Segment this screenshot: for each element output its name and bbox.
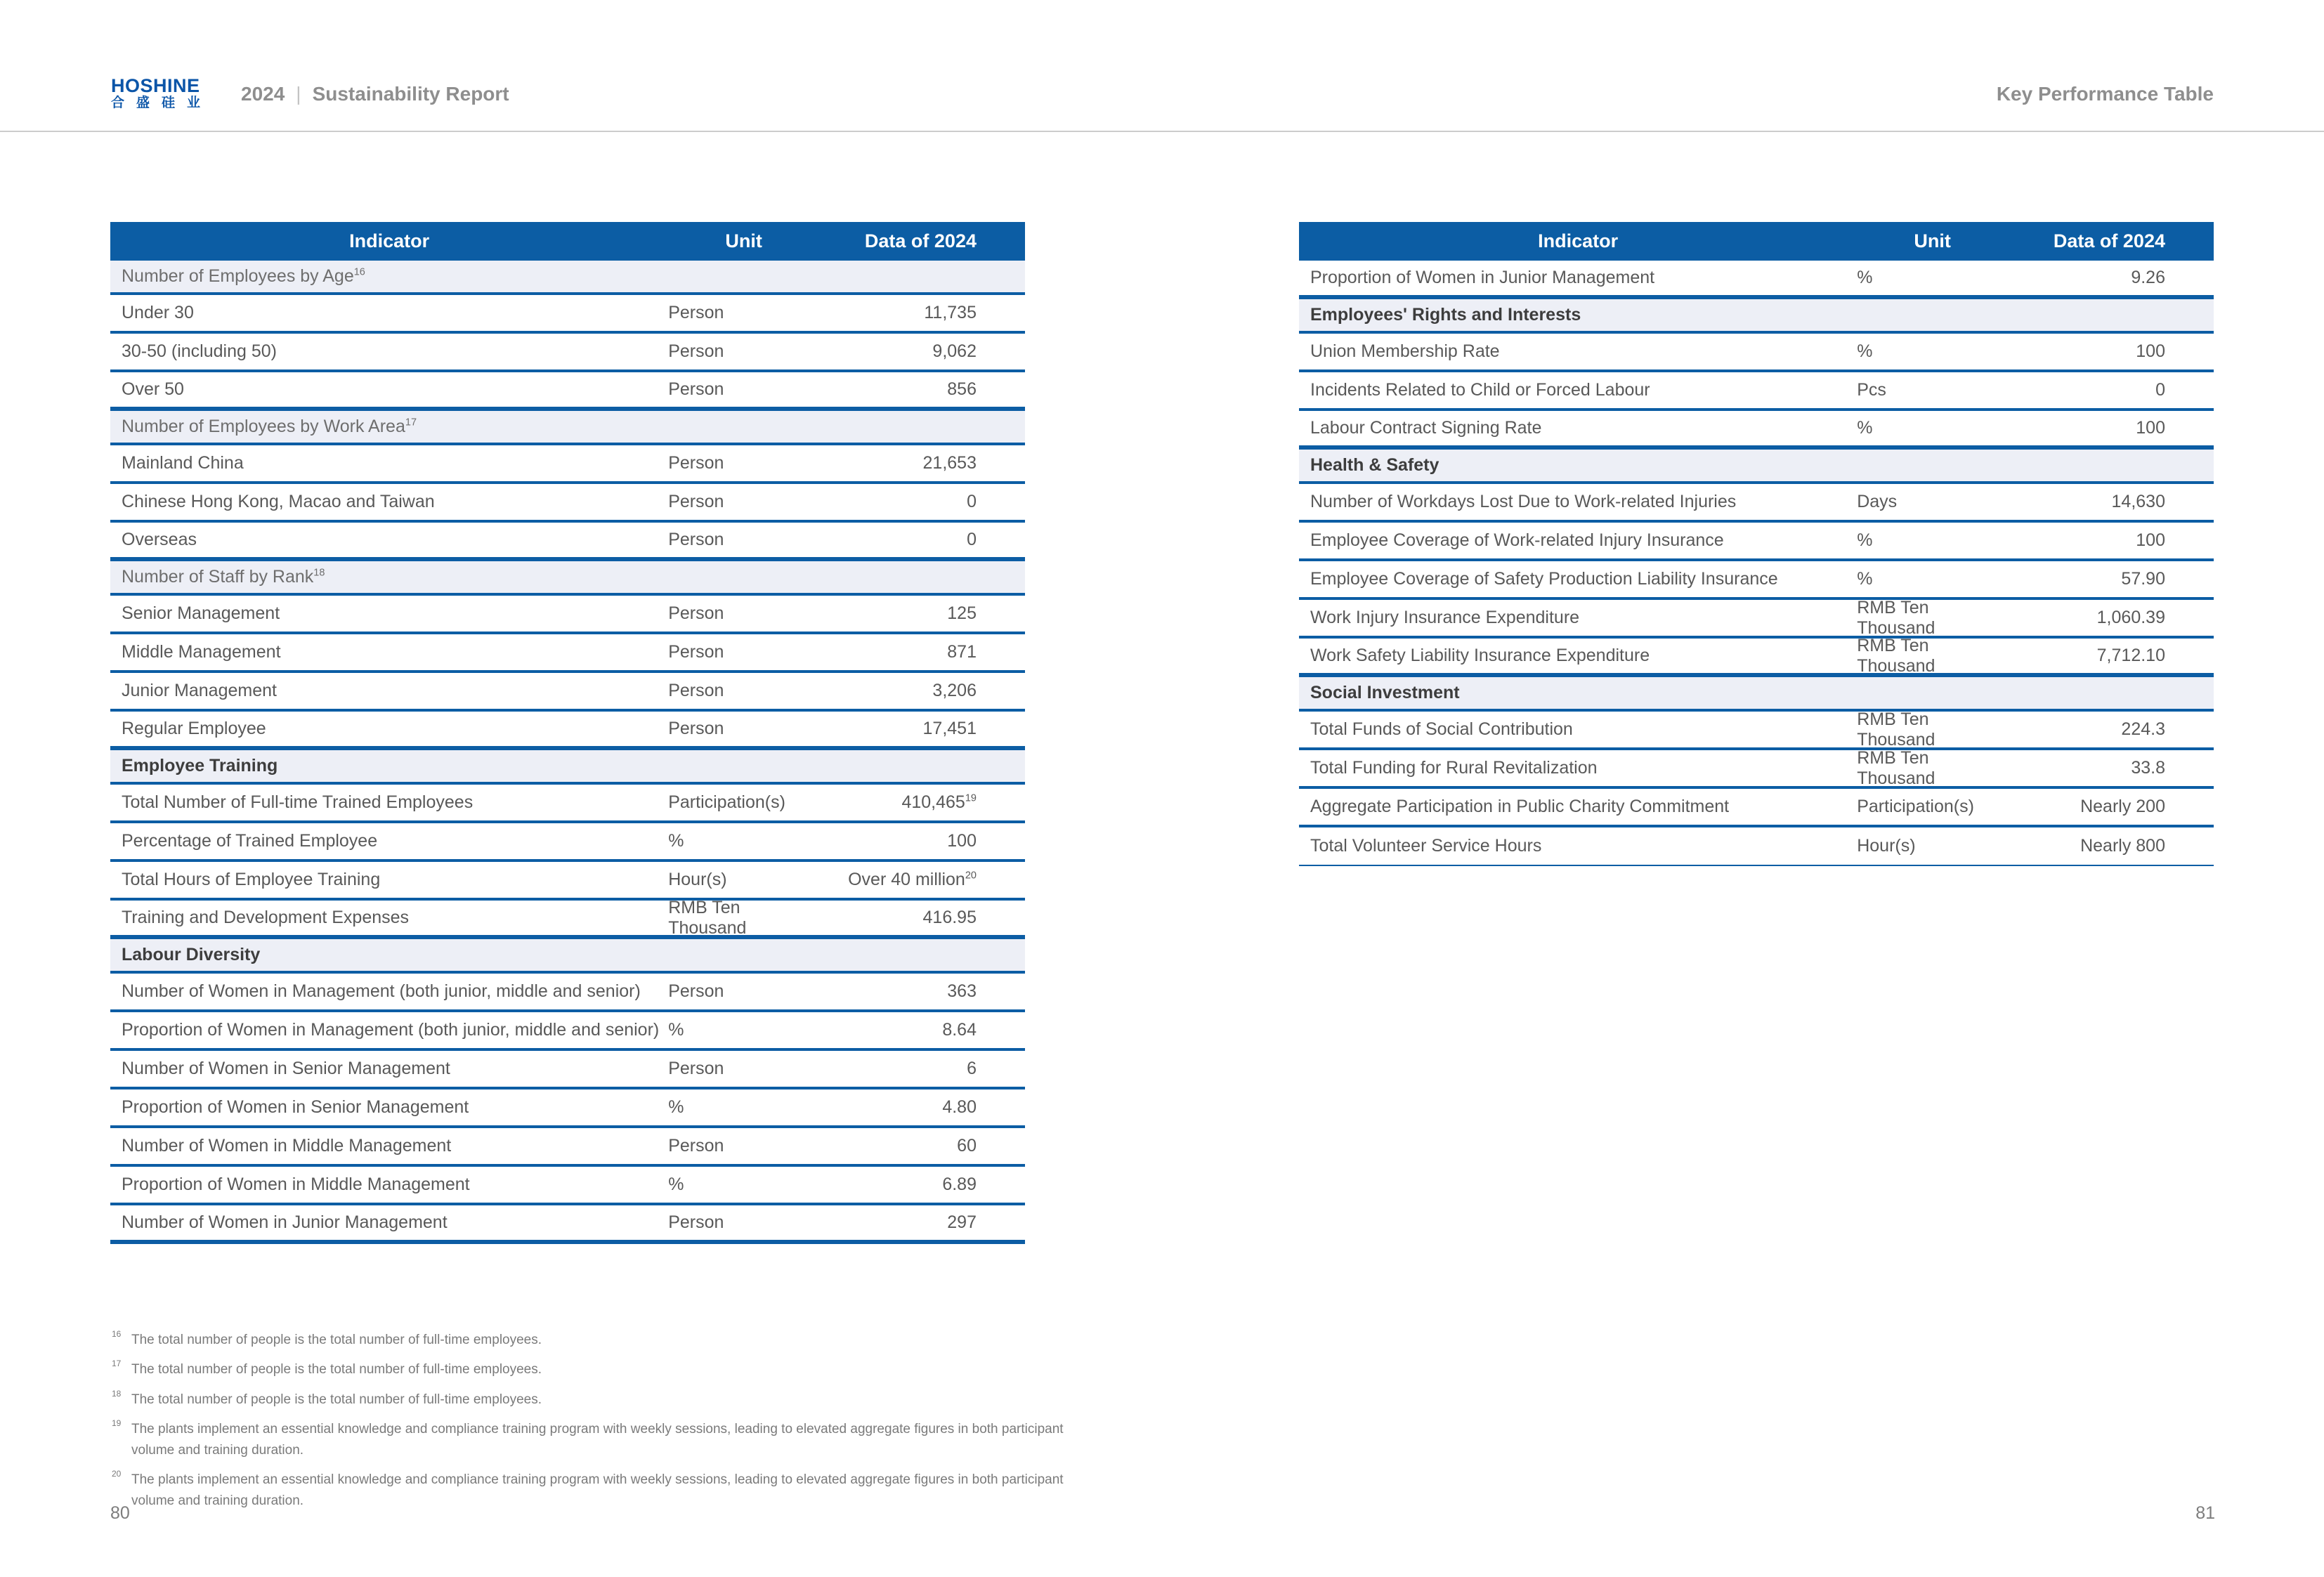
data-cell: 14,630 bbox=[2111, 492, 2165, 511]
section-row bbox=[110, 561, 1025, 596]
indicator-cell: Middle Management bbox=[122, 642, 281, 662]
column-header-indicator: Indicator bbox=[349, 230, 430, 251]
section-row bbox=[110, 750, 1025, 785]
indicator-cell: Number of Workdays Lost Due to Work-related Injuries bbox=[1310, 492, 1737, 511]
section-row bbox=[110, 411, 1025, 445]
data-cell: 416.95 bbox=[922, 908, 977, 927]
footnote-marker: 20 bbox=[112, 1469, 122, 1479]
footnotes bbox=[110, 1330, 1094, 1520]
indicator-cell: Proportion of Women in Senior Management bbox=[122, 1097, 469, 1117]
section-label: Social Investment bbox=[1310, 683, 1460, 702]
unit-cell: % bbox=[1857, 418, 1873, 438]
table-row bbox=[1299, 827, 2214, 866]
unit-cell: RMB Ten Thousand bbox=[1857, 709, 1935, 750]
section-label: Employee Training bbox=[122, 756, 278, 776]
table-row bbox=[1299, 635, 2214, 677]
data-cell: 9.26 bbox=[2131, 268, 2165, 287]
logo-wordmark: HOSHINE bbox=[111, 75, 200, 96]
data-cell: 224.3 bbox=[2121, 719, 2165, 739]
table-row bbox=[110, 712, 1025, 750]
indicator-cell: Number of Women in Junior Management bbox=[122, 1212, 448, 1232]
data-cell: 0 bbox=[2155, 380, 2165, 400]
indicator-cell: Employee Coverage of Work-related Injury Insurance bbox=[1310, 530, 1724, 550]
kpi-table-right bbox=[1299, 222, 2214, 866]
table-row bbox=[110, 634, 1025, 673]
footnote-marker: 18 bbox=[112, 1388, 122, 1399]
indicator-cell: Under 30 bbox=[122, 303, 194, 322]
data-cell: 3,206 bbox=[932, 681, 977, 700]
indicator-cell: 30-50 (including 50) bbox=[122, 341, 277, 361]
section-row bbox=[1299, 299, 2214, 334]
section-label: Health & Safety bbox=[1310, 455, 1440, 475]
unit-cell: % bbox=[668, 831, 684, 851]
unit-cell: % bbox=[1857, 268, 1873, 287]
data-cell: 100 bbox=[2136, 530, 2165, 550]
indicator-cell: Total Funding for Rural Revitalization bbox=[1310, 758, 1598, 778]
kpi-table-left bbox=[110, 222, 1025, 1244]
table-row bbox=[110, 823, 1025, 862]
section-row bbox=[110, 939, 1025, 974]
table-row bbox=[110, 1051, 1025, 1089]
unit-cell: Person bbox=[668, 719, 724, 738]
table-row bbox=[110, 523, 1025, 561]
indicator-cell: Incidents Related to Child or Forced Labour bbox=[1310, 380, 1650, 400]
table-row bbox=[110, 372, 1025, 411]
unit-cell: Hour(s) bbox=[668, 870, 727, 889]
data-cell: 871 bbox=[947, 642, 977, 662]
indicator-cell: Regular Employee bbox=[122, 719, 266, 738]
table-header-row bbox=[110, 222, 1025, 261]
data-cell: 100 bbox=[2136, 341, 2165, 361]
footnote bbox=[110, 1359, 1094, 1380]
footnote-text: The plants implement an essential knowledge and compliance training program with weekly sessions, leading to elevated aggregate figures in both participant volume and training duration. bbox=[131, 1422, 1064, 1458]
unit-cell: Person bbox=[668, 303, 724, 322]
section-label: Number of Staff by Rank$^{18}$ bbox=[122, 567, 325, 587]
indicator-cell: Senior Management bbox=[122, 603, 280, 623]
table-row bbox=[1299, 334, 2214, 372]
data-cell: Nearly 200 bbox=[2080, 797, 2165, 816]
unit-cell: % bbox=[1857, 341, 1873, 361]
page-number-right: 81 bbox=[2195, 1503, 2215, 1523]
table-row bbox=[1299, 789, 2214, 827]
unit-cell: RMB Ten Thousand bbox=[1857, 597, 1935, 638]
unit-cell: Person bbox=[668, 603, 724, 623]
unit-cell: % bbox=[668, 1020, 684, 1040]
section-label: Number of Employees by Age$^{16}$ bbox=[122, 266, 365, 286]
indicator-cell: Union Membership Rate bbox=[1310, 341, 1500, 361]
unit-cell: Participation(s) bbox=[668, 792, 785, 812]
table-row bbox=[1299, 597, 2214, 639]
unit-cell: RMB Ten Thousand bbox=[1857, 747, 1935, 788]
section-row bbox=[1299, 450, 2214, 484]
column-header-data: Data of 2024 bbox=[864, 230, 977, 251]
data-cell: 7,712.10 bbox=[2096, 646, 2165, 665]
indicator-cell: Over 50 bbox=[122, 379, 184, 399]
indicator-cell: Number of Women in Senior Management bbox=[122, 1059, 450, 1078]
unit-cell: Participation(s) bbox=[1857, 797, 1974, 816]
indicator-cell: Aggregate Participation in Public Charity Commitment bbox=[1310, 797, 1730, 816]
indicator-cell: Mainland China bbox=[122, 453, 244, 473]
section-label: Number of Employees by Work Area$^{17}$ bbox=[122, 417, 417, 436]
footnote bbox=[110, 1419, 1094, 1460]
section-row bbox=[1299, 677, 2214, 712]
footnote-text: The total number of people is the total number of full-time employees. bbox=[131, 1333, 542, 1347]
data-cell: 57.90 bbox=[2121, 569, 2165, 589]
table-row bbox=[110, 1128, 1025, 1167]
column-header-unit: Unit bbox=[725, 230, 762, 251]
table-row bbox=[110, 785, 1025, 823]
indicator-cell: Overseas bbox=[122, 530, 197, 549]
unit-cell: % bbox=[668, 1097, 684, 1117]
report-title: Sustainability Report bbox=[312, 83, 509, 105]
table-row bbox=[1299, 484, 2214, 523]
data-cell: 1,060.39 bbox=[2096, 608, 2165, 627]
table-row bbox=[1299, 411, 2214, 450]
unit-cell: Person bbox=[668, 379, 724, 399]
indicator-cell: Percentage of Trained Employee bbox=[122, 831, 378, 851]
indicator-cell: Total Funds of Social Contribution bbox=[1310, 719, 1573, 739]
unit-cell: Person bbox=[668, 453, 724, 473]
unit-cell: Person bbox=[668, 1212, 724, 1232]
table-row bbox=[1299, 261, 2214, 299]
data-cell: 6.89 bbox=[942, 1174, 977, 1194]
unit-cell: Person bbox=[668, 1136, 724, 1156]
data-cell: 21,653 bbox=[922, 453, 977, 473]
indicator-cell: Labour Contract Signing Rate bbox=[1310, 418, 1542, 438]
data-cell: 9,062 bbox=[932, 341, 977, 361]
table-row bbox=[110, 974, 1025, 1012]
table-row bbox=[1299, 523, 2214, 561]
indicator-cell: Proportion of Women in Junior Management bbox=[1310, 268, 1655, 287]
data-cell: 125 bbox=[947, 603, 977, 623]
column-header-unit: Unit bbox=[1914, 230, 1951, 251]
data-cell: 8.64 bbox=[942, 1020, 977, 1040]
data-cell: 100 bbox=[947, 831, 977, 851]
unit-cell: % bbox=[1857, 530, 1873, 550]
unit-cell: Person bbox=[668, 642, 724, 662]
data-cell: 0 bbox=[967, 492, 977, 511]
footnote-text: The total number of people is the total number of full-time employees. bbox=[131, 1362, 542, 1378]
table-row bbox=[110, 596, 1025, 634]
section-label: Employees' Rights and Interests bbox=[1310, 305, 1581, 325]
header-separator: | bbox=[296, 83, 301, 105]
report-year: 2024 bbox=[241, 83, 285, 105]
footnote bbox=[110, 1389, 1094, 1410]
data-cell: 363 bbox=[947, 981, 977, 1001]
column-header-data: Data of 2024 bbox=[2053, 230, 2165, 251]
indicator-cell: Number of Women in Middle Management bbox=[122, 1136, 452, 1156]
unit-cell: % bbox=[668, 1174, 684, 1194]
unit-cell: RMB Ten Thousand bbox=[1857, 635, 1935, 676]
table-row bbox=[110, 1089, 1025, 1128]
footnote-marker: 16 bbox=[112, 1329, 122, 1339]
table-row bbox=[110, 334, 1025, 372]
table-row bbox=[110, 897, 1025, 939]
unit-cell: Person bbox=[668, 341, 724, 361]
table-row bbox=[1299, 372, 2214, 411]
data-cell: 6 bbox=[967, 1059, 977, 1078]
table-row bbox=[110, 484, 1025, 523]
page-section-title: Key Performance Table bbox=[1996, 83, 2214, 105]
footnote-text: The total number of people is the total number of full-time employees. bbox=[131, 1392, 542, 1407]
data-cell: 11,735 bbox=[924, 303, 977, 322]
table-row bbox=[110, 295, 1025, 334]
table-row bbox=[1299, 561, 2214, 600]
indicator-cell: Chinese Hong Kong, Macao and Taiwan bbox=[122, 492, 435, 511]
data-cell: 297 bbox=[947, 1212, 977, 1232]
table-row bbox=[110, 673, 1025, 712]
table-row bbox=[110, 445, 1025, 484]
unit-cell: Person bbox=[668, 681, 724, 700]
indicator-cell: Work Safety Liability Insurance Expenditure bbox=[1310, 646, 1650, 665]
page-number-left: 80 bbox=[110, 1503, 130, 1523]
table-row bbox=[110, 1012, 1025, 1051]
data-cell: 0 bbox=[967, 530, 977, 549]
section-row bbox=[110, 261, 1025, 295]
footnote bbox=[110, 1330, 1094, 1350]
table-row bbox=[110, 1167, 1025, 1205]
data-cell: 100 bbox=[2136, 418, 2165, 438]
table-header-row bbox=[1299, 222, 2214, 261]
footnote-text: The plants implement an essential knowledge and compliance training program with weekly sessions, leading to elevated aggregate figures in both participant volume and training duration. bbox=[131, 1472, 1064, 1508]
data-cell: 17,451 bbox=[922, 719, 977, 738]
unit-cell: Person bbox=[668, 981, 724, 1001]
hoshine-logo bbox=[111, 75, 213, 112]
column-header-indicator: Indicator bbox=[1538, 230, 1619, 251]
unit-cell: Person bbox=[668, 530, 724, 549]
data-cell: Nearly 800 bbox=[2080, 836, 2165, 856]
data-cell: Over 40 million$^{20}$ bbox=[848, 870, 977, 889]
header-divider bbox=[0, 131, 2324, 132]
data-cell: 33.8 bbox=[2131, 758, 2165, 778]
indicator-cell: Total Hours of Employee Training bbox=[122, 870, 381, 889]
table-row bbox=[1299, 709, 2214, 750]
data-cell: 856 bbox=[947, 379, 977, 399]
report-header bbox=[241, 83, 509, 105]
indicator-cell: Training and Development Expenses bbox=[122, 908, 410, 927]
data-cell: 4.80 bbox=[942, 1097, 977, 1117]
section-label: Labour Diversity bbox=[122, 945, 261, 964]
indicator-cell: Work Injury Insurance Expenditure bbox=[1310, 608, 1580, 627]
indicator-cell: Employee Coverage of Safety Production Liability Insurance bbox=[1310, 569, 1778, 589]
unit-cell: Person bbox=[668, 1059, 724, 1078]
footnote-marker: 19 bbox=[112, 1418, 122, 1429]
indicator-cell: Total Volunteer Service Hours bbox=[1310, 836, 1542, 856]
footnote-marker: 17 bbox=[112, 1359, 122, 1369]
footnote bbox=[110, 1470, 1094, 1511]
unit-cell: Pcs bbox=[1857, 380, 1886, 400]
logo-chinese-characters: 合盛硅业 bbox=[111, 96, 213, 111]
data-cell: 410,465$^{19}$ bbox=[901, 792, 977, 812]
unit-cell: Person bbox=[668, 492, 724, 511]
indicator-cell: Total Number of Full-time Trained Employees bbox=[122, 792, 474, 812]
indicator-cell: Proportion of Women in Management (both junior, middle and senior) bbox=[122, 1020, 660, 1040]
indicator-cell: Number of Women in Management (both junior, middle and senior) bbox=[122, 981, 641, 1001]
indicator-cell: Proportion of Women in Middle Management bbox=[122, 1174, 470, 1194]
unit-cell: RMB Ten Thousand bbox=[668, 897, 747, 938]
table-row bbox=[110, 1205, 1025, 1244]
table-row bbox=[110, 862, 1025, 901]
unit-cell: % bbox=[1857, 569, 1873, 589]
data-cell: 60 bbox=[957, 1136, 977, 1156]
indicator-cell: Junior Management bbox=[122, 681, 277, 700]
table-row bbox=[1299, 747, 2214, 789]
unit-cell: Days bbox=[1857, 492, 1898, 511]
unit-cell: Hour(s) bbox=[1857, 836, 1916, 856]
